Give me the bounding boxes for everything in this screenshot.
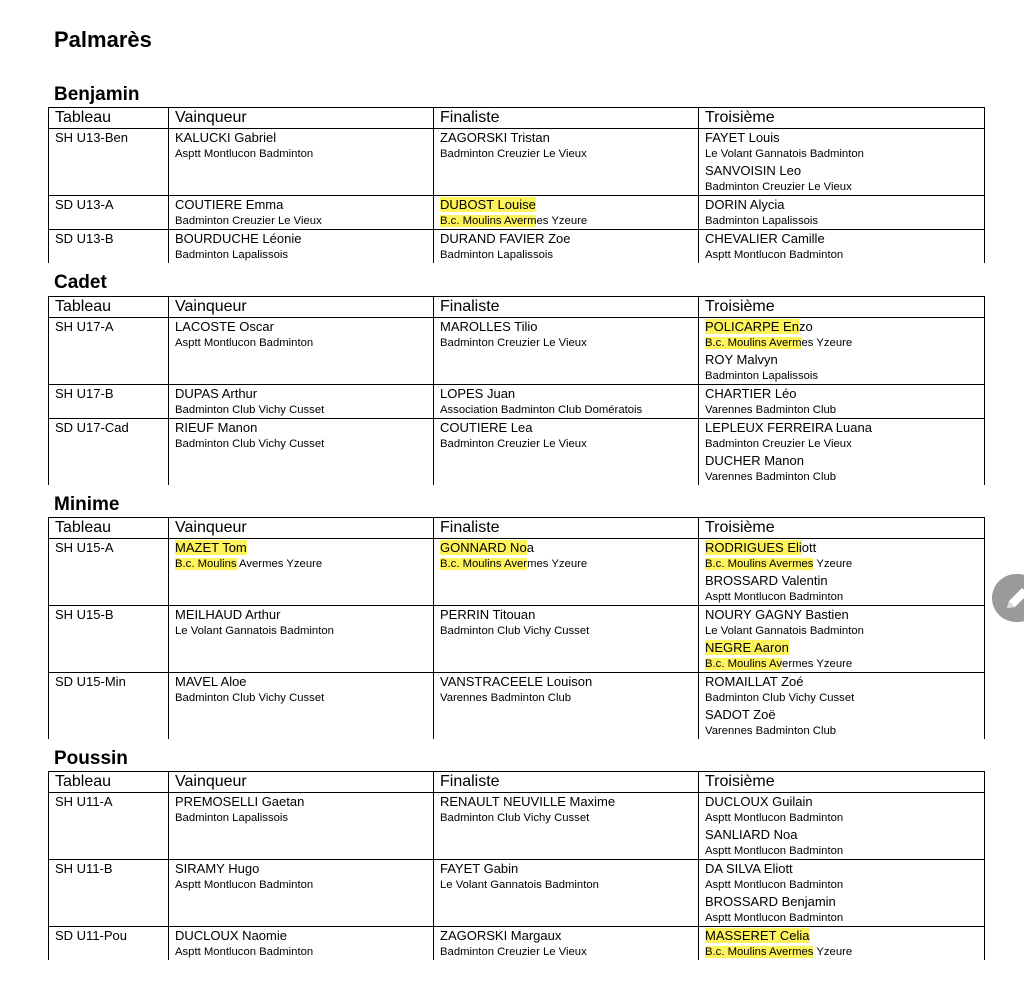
category-cell	[49, 927, 169, 961]
player-name: FAYET Louis	[705, 130, 780, 145]
player-club: Badminton Lapalissois	[175, 249, 289, 261]
player-name: RENAULT NEUVILLE Maxime	[440, 794, 616, 809]
player-name: SANVOISIN Leo	[705, 163, 802, 178]
winner-cell	[169, 860, 434, 927]
third-place-cell	[699, 539, 985, 606]
player-name: ROMAILLAT Zoé	[705, 674, 804, 689]
results-table-cadet	[48, 296, 985, 485]
table-row	[49, 539, 985, 606]
column-header: Vainqueur	[169, 108, 434, 129]
column-header: Tableau	[49, 108, 169, 129]
winner-cell	[169, 318, 434, 385]
winner-cell	[169, 606, 434, 673]
page-title: Palmarès	[54, 27, 152, 52]
table-row	[49, 793, 985, 860]
table-row	[49, 860, 985, 927]
player-name: COUTIERE Lea	[440, 420, 533, 435]
player-club: Badminton Creuzier Le Vieux	[705, 438, 852, 450]
player-name: DUCLOUX Guilain	[705, 794, 813, 809]
player-name: MEILHAUD Arthur	[175, 607, 281, 622]
player-name	[175, 539, 433, 556]
category-label: SH U17-A	[55, 319, 114, 334]
player-name: COUTIERE Emma	[175, 197, 284, 212]
player-club: Asptt Montlucon Badminton	[175, 946, 314, 958]
category-cell	[49, 793, 169, 860]
highlight-mark: B.c. Moulins Averm	[440, 215, 537, 227]
player-club: B.c. Moulins Avermes Yzeure	[175, 558, 323, 570]
highlight-mark: B.c. Moulins Aver	[440, 558, 528, 570]
player-name: ROY Malvyn	[705, 352, 778, 367]
player-name: VANSTRACEELE Louison	[440, 674, 593, 689]
winner-cell	[169, 196, 434, 230]
table-header-row	[49, 772, 985, 793]
column-header: Troisième	[699, 772, 985, 793]
finalist-cell	[434, 129, 699, 196]
player-club: Le Volant Gannatois Badminton	[705, 148, 864, 160]
player-club: Asptt Montlucon Badminton	[175, 879, 314, 891]
highlight-mark: B.c. Moulins Avermes	[705, 946, 814, 958]
player-club: B.c. Moulins Avermes Yzeure	[705, 558, 853, 570]
player-name: DORIN Alycia	[705, 197, 785, 212]
column-header: Troisième	[699, 297, 985, 318]
player-club: Asptt Montlucon Badminton	[705, 879, 844, 891]
player-name: LOPES Juan	[440, 386, 516, 401]
player-club: Badminton Lapalissois	[705, 215, 819, 227]
column-header: Vainqueur	[169, 772, 434, 793]
player-name: DURAND FAVIER Zoe	[440, 231, 571, 246]
category-label: SD U11-Pou	[55, 928, 128, 943]
player-name: BOURDUCHE Léonie	[175, 231, 302, 246]
player-name: ZAGORSKI Margaux	[440, 928, 562, 943]
finalist-cell	[434, 196, 699, 230]
third-place-cell	[699, 230, 985, 264]
player-club: Badminton Club Vichy Cusset	[175, 692, 325, 704]
player-name: MAROLLES Tilio	[440, 319, 538, 334]
category-cell	[49, 539, 169, 606]
player-club: Badminton Creuzier Le Vieux	[440, 438, 587, 450]
highlight-mark: B.c. Moulins Avermes	[705, 558, 814, 570]
third-place-cell	[699, 860, 985, 927]
category-cell	[49, 230, 169, 264]
player-club: Varennes Badminton Club	[705, 404, 837, 416]
winner-cell	[169, 129, 434, 196]
player-club: Badminton Lapalissois	[440, 249, 554, 261]
section-title-cadet: Cadet	[54, 272, 107, 293]
third-place-cell	[699, 318, 985, 385]
finalist-cell	[434, 419, 699, 486]
highlight-mark: B.c. Moulins Av	[705, 658, 783, 670]
player-name: LACOSTE Oscar	[175, 319, 274, 334]
highlight-mark: POLICARPE En	[705, 319, 799, 334]
player-club: B.c. Moulins Avermes Yzeure	[705, 337, 853, 349]
column-header: Vainqueur	[169, 297, 434, 318]
highlight-mark: RODRIGUES Eli	[705, 540, 802, 555]
player-name: RODRIGUES Eliott	[705, 540, 817, 555]
column-header: Tableau	[49, 297, 169, 318]
highlight-mark: MASSERET Celia	[705, 928, 810, 943]
player-club: Asptt Montlucon Badminton	[705, 591, 844, 603]
finalist-cell	[434, 385, 699, 419]
player-club: B.c. Moulins Avermes Yzeure	[705, 946, 853, 958]
table-header-row	[49, 518, 985, 539]
column-header: Tableau	[49, 518, 169, 539]
table-header-row	[49, 108, 985, 129]
player-club: Le Volant Gannatois Badminton	[175, 625, 334, 637]
finalist-cell	[434, 793, 699, 860]
finalist-cell	[434, 318, 699, 385]
third-place-cell	[699, 793, 985, 860]
results-table-poussin	[48, 771, 985, 960]
category-label: SH U15-B	[55, 607, 114, 622]
third-place-cell	[699, 196, 985, 230]
category-cell	[49, 419, 169, 486]
finalist-cell	[434, 673, 699, 740]
category-cell	[49, 318, 169, 385]
category-label: SD U15-Min	[55, 674, 126, 689]
category-cell	[49, 385, 169, 419]
category-label: SH U15-A	[55, 540, 114, 555]
third-place-cell	[699, 385, 985, 419]
player-club: B.c. Moulins Avermes Yzeure	[440, 558, 588, 570]
player-name: DA SILVA Eliott	[705, 861, 793, 876]
player-name: DUCLOUX Naomie	[175, 928, 287, 943]
player-name: NOURY GAGNY Bastien	[705, 607, 849, 622]
column-header: Finaliste	[434, 297, 699, 318]
winner-cell	[169, 385, 434, 419]
winner-cell	[169, 673, 434, 740]
player-name: FAYET Gabin	[440, 861, 519, 876]
results-table-minime	[48, 517, 985, 739]
player-name: PERRIN Titouan	[440, 607, 536, 622]
player-club: Asptt Montlucon Badminton	[705, 812, 844, 824]
player-club: Badminton Creuzier Le Vieux	[705, 181, 852, 193]
player-club: Badminton Lapalissois	[175, 812, 289, 824]
player-name: SIRAMY Hugo	[175, 861, 260, 876]
third-place-cell	[699, 419, 985, 486]
player-club: Badminton Creuzier Le Vieux	[440, 148, 587, 160]
player-name: RIEUF Manon	[175, 420, 258, 435]
finalist-cell	[434, 606, 699, 673]
table-row	[49, 129, 985, 196]
finalist-cell	[434, 539, 699, 606]
winner-cell	[169, 230, 434, 264]
player-club: B.c. Moulins Avermes Yzeure	[705, 658, 853, 670]
player-club: Varennes Badminton Club	[440, 692, 572, 704]
table-row	[49, 196, 985, 230]
player-name: SADOT Zoë	[705, 707, 776, 722]
player-name: ZAGORSKI Tristan	[440, 130, 550, 145]
player-name: CHARTIER Léo	[705, 386, 797, 401]
table-row	[49, 230, 985, 264]
highlight-mark: B.c. Moulins	[175, 558, 237, 570]
winner-cell	[169, 793, 434, 860]
player-club: Asptt Montlucon Badminton	[175, 337, 314, 349]
finalist-cell	[434, 927, 699, 961]
player-club: Badminton Lapalissois	[705, 370, 819, 382]
player-club: Badminton Creuzier Le Vieux	[175, 215, 322, 227]
third-place-cell	[699, 606, 985, 673]
player-name: GONNARD Noa	[440, 540, 534, 555]
edit-button[interactable]	[992, 574, 1024, 622]
player-club: Badminton Creuzier Le Vieux	[440, 337, 587, 349]
winner-cell	[169, 927, 434, 961]
player-name: POLICARPE Enzo	[705, 319, 813, 334]
player-club: Le Volant Gannatois Badminton	[705, 625, 864, 637]
column-header: Vainqueur	[169, 518, 434, 539]
table-row	[49, 385, 985, 419]
category-label: SD U17-Cad	[55, 420, 129, 435]
category-cell	[49, 673, 169, 740]
highlight-mark: NEGRE Aaron	[705, 640, 789, 655]
section-title-benjamin: Benjamin	[54, 84, 140, 105]
player-name: KALUCKI Gabriel	[175, 130, 277, 145]
player-name: DUPAS Arthur	[175, 386, 258, 401]
player-name: DUCHER Manon	[705, 453, 804, 468]
category-label: SH U17-B	[55, 386, 114, 401]
player-name	[705, 927, 984, 944]
table-header-row	[49, 297, 985, 318]
category-cell	[49, 196, 169, 230]
column-header: Finaliste	[434, 108, 699, 129]
player-club: Badminton Club Vichy Cusset	[175, 438, 325, 450]
column-header: Troisième	[699, 518, 985, 539]
player-club: Le Volant Gannatois Badminton	[440, 879, 599, 891]
player-club: Badminton Club Vichy Cusset	[440, 625, 590, 637]
winner-cell	[169, 539, 434, 606]
player-name: LEPLEUX FERREIRA Luana	[705, 420, 872, 435]
section-title-poussin: Poussin	[54, 748, 128, 769]
player-club: Varennes Badminton Club	[705, 471, 837, 483]
player-name: BROSSARD Valentin	[705, 573, 828, 588]
highlight-mark: MAZET Tom	[175, 540, 247, 555]
results-table-benjamin	[48, 107, 985, 263]
section-title-minime: Minime	[54, 494, 120, 515]
player-name	[705, 639, 984, 656]
table-row	[49, 606, 985, 673]
player-name: BROSSARD Benjamin	[705, 894, 836, 909]
category-label: SH U11-A	[55, 794, 113, 809]
player-club: Association Badminton Club Domératois	[440, 404, 643, 416]
player-name: CHEVALIER Camille	[705, 231, 825, 246]
table-row	[49, 419, 985, 486]
finalist-cell	[434, 860, 699, 927]
column-header: Tableau	[49, 772, 169, 793]
table-row	[49, 673, 985, 740]
third-place-cell	[699, 927, 985, 961]
column-header: Troisième	[699, 108, 985, 129]
highlight-mark: B.c. Moulins Averm	[705, 337, 802, 349]
category-label: SD U13-B	[55, 231, 114, 246]
third-place-cell	[699, 129, 985, 196]
category-label: SH U11-B	[55, 861, 113, 876]
player-club: Badminton Creuzier Le Vieux	[440, 946, 587, 958]
column-header: Finaliste	[434, 772, 699, 793]
category-label: SD U13-A	[55, 197, 114, 212]
highlight-mark: DUBOST Louise	[440, 197, 536, 212]
player-club: B.c. Moulins Avermes Yzeure	[440, 215, 588, 227]
highlight-mark: GONNARD No	[440, 540, 527, 555]
table-row	[49, 318, 985, 385]
third-place-cell	[699, 673, 985, 740]
pencil-icon	[1001, 584, 1024, 614]
player-name: MAVEL Aloe	[175, 674, 247, 689]
category-label: SH U13-Ben	[55, 130, 128, 145]
category-cell	[49, 606, 169, 673]
column-header: Finaliste	[434, 518, 699, 539]
finalist-cell	[434, 230, 699, 264]
player-club: Badminton Club Vichy Cusset	[175, 404, 325, 416]
player-name: SANLIARD Noa	[705, 827, 798, 842]
category-cell	[49, 129, 169, 196]
player-name: PREMOSELLI Gaetan	[175, 794, 305, 809]
category-cell	[49, 860, 169, 927]
player-name	[440, 196, 698, 213]
player-club: Asptt Montlucon Badminton	[705, 249, 844, 261]
table-row	[49, 927, 985, 961]
player-club: Asptt Montlucon Badminton	[705, 912, 844, 924]
player-club: Varennes Badminton Club	[705, 725, 837, 737]
winner-cell	[169, 419, 434, 486]
player-club: Asptt Montlucon Badminton	[175, 148, 314, 160]
player-club: Badminton Club Vichy Cusset	[705, 692, 855, 704]
player-club: Asptt Montlucon Badminton	[705, 845, 844, 857]
player-club: Badminton Club Vichy Cusset	[440, 812, 590, 824]
